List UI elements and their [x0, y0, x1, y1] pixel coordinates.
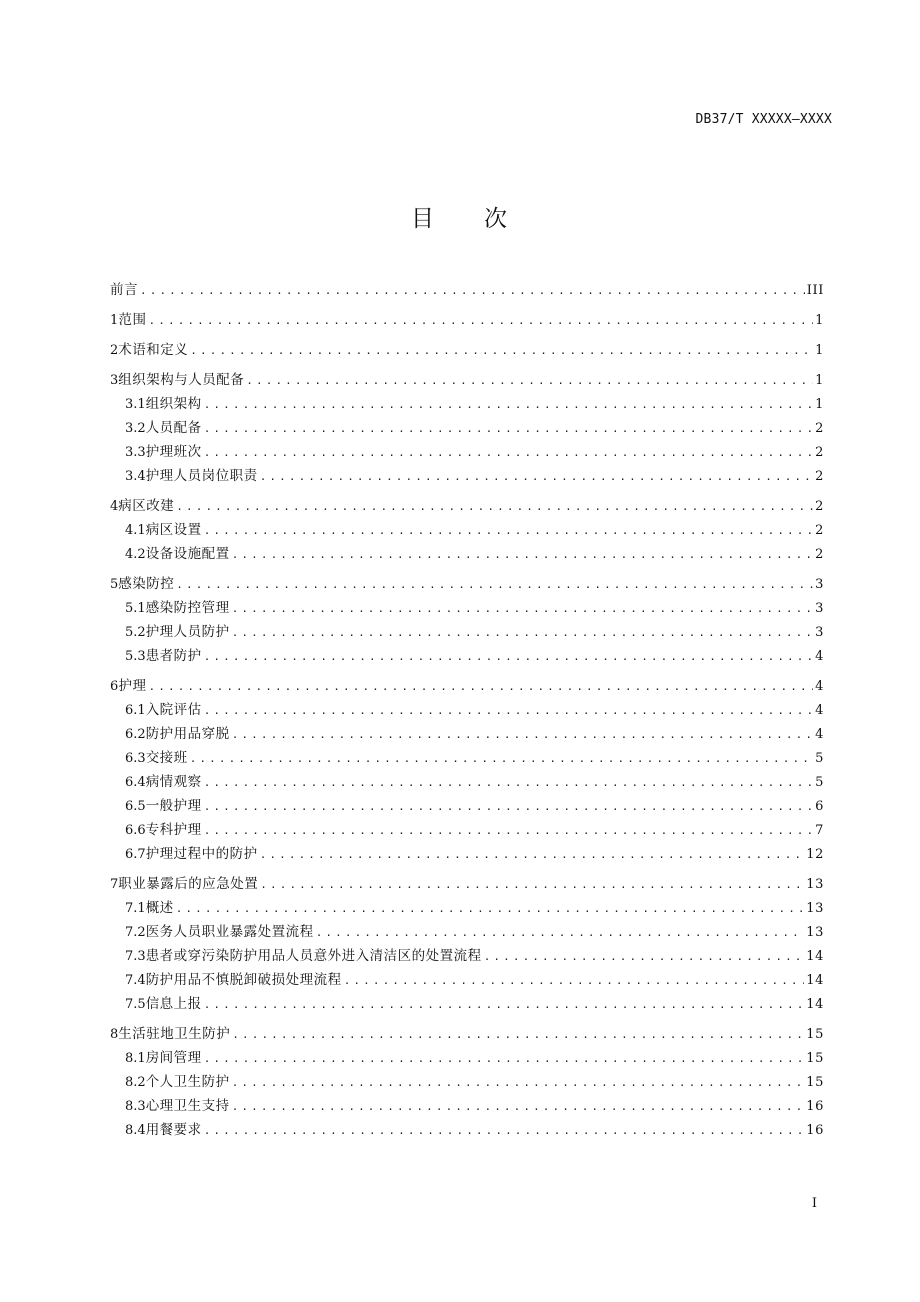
toc-leader-dots [260, 873, 804, 897]
toc-leader-dots [260, 843, 805, 867]
toc-entry-page: 14 [806, 973, 824, 988]
toc-entry-page: 12 [806, 847, 824, 862]
toc-entry-number: 3.2 [125, 421, 146, 436]
toc-entry[interactable] [110, 644, 824, 668]
toc-entry-page: 2 [815, 499, 824, 514]
toc-entry-label: 交接班 [145, 750, 188, 766]
toc-entry[interactable] [110, 1046, 824, 1070]
toc-entry[interactable] [110, 278, 824, 302]
toc-leader-dots [232, 621, 813, 645]
toc-entry-number: 7.4 [125, 973, 146, 988]
toc-entry[interactable] [110, 674, 824, 698]
toc-entry-page: 5 [815, 775, 824, 790]
toc-entry-page: 15 [806, 1075, 824, 1090]
toc-leader-dots [149, 675, 814, 699]
toc-entry[interactable] [110, 620, 824, 644]
toc-leader-dots [176, 495, 813, 519]
toc-entry[interactable] [110, 722, 824, 746]
toc-entry-label: 医务人员职业暴露处置流程 [145, 924, 314, 940]
toc-entry[interactable] [110, 872, 824, 896]
toc-entry-number: 5.3 [125, 649, 146, 664]
toc-entry-number: 8.4 [125, 1123, 146, 1138]
toc-entry-number: 4.2 [125, 547, 146, 562]
toc-leader-dots [204, 993, 805, 1017]
toc-leader-dots [190, 339, 813, 363]
toc-entry-page: 3 [815, 601, 824, 616]
toc-entry-label: 护理 [118, 678, 147, 694]
toc-entry-label: 感染防控 [118, 576, 175, 592]
toc-entry[interactable] [110, 1022, 824, 1046]
toc-entry-number: 6.6 [125, 823, 146, 838]
toc-entry-page: 14 [806, 997, 824, 1012]
toc-entry-number: 7.1 [125, 901, 146, 916]
toc-entry-number: 7.5 [125, 997, 146, 1012]
toc-entry-number: 5 [110, 577, 119, 592]
footer-page-number: I [811, 1196, 817, 1211]
toc-entry-number: 6.3 [125, 751, 146, 766]
toc-entry-page: 4 [815, 703, 824, 718]
toc-entry-label: 护理班次 [145, 444, 202, 460]
toc-leader-dots [204, 393, 813, 417]
toc-entry-number: 6 [110, 679, 119, 694]
toc-entry[interactable] [110, 464, 824, 488]
toc-leader-dots [232, 1023, 804, 1047]
toc-entry-number: 6.1 [125, 703, 146, 718]
toc-entry-label: 防护用品穿脱 [145, 726, 230, 742]
toc-leader-dots [232, 543, 813, 567]
toc-entry-label: 一般护理 [145, 798, 202, 814]
toc-leader-dots [246, 369, 813, 393]
toc-entry-label: 护理人员防护 [145, 624, 230, 640]
toc-entry-number: 8 [110, 1027, 119, 1042]
toc-entry-number: 6.5 [125, 799, 146, 814]
toc-entry-number: 6.4 [125, 775, 146, 790]
toc-entry-label: 组织架构与人员配备 [118, 372, 245, 388]
toc-entry-label: 患者防护 [145, 648, 202, 664]
toc-entry-page: 5 [815, 751, 824, 766]
toc-entry-label: 人员配备 [145, 420, 202, 436]
toc-entry[interactable] [110, 572, 824, 596]
toc-entry[interactable] [110, 746, 824, 770]
toc-entry-label: 护理过程中的防护 [145, 846, 258, 862]
toc-entry-number: 7.2 [125, 925, 146, 940]
toc-entry-page: 2 [815, 469, 824, 484]
toc-entry-number: 4.1 [125, 523, 146, 538]
toc-leader-dots [204, 645, 813, 669]
toc-entry[interactable] [110, 368, 824, 392]
toc-leader-dots [204, 819, 813, 843]
toc-entry-label: 职业暴露后的应急处置 [118, 876, 259, 892]
toc-entry-page: 2 [815, 547, 824, 562]
toc-entry-page: 15 [806, 1051, 824, 1066]
toc-entry-label: 用餐要求 [145, 1122, 202, 1138]
toc-entry-number: 4 [110, 499, 119, 514]
document-code: DB37/T XXXXX—XXXX [695, 112, 832, 127]
toc-leader-dots [344, 969, 805, 993]
toc-entry[interactable] [110, 416, 824, 440]
toc-leader-dots [204, 441, 813, 465]
toc-entry-page: 15 [806, 1027, 824, 1042]
toc-leader-dots [204, 1119, 805, 1143]
toc-entry[interactable] [110, 392, 824, 416]
toc-entry-label: 概述 [145, 900, 174, 916]
toc-entry-label: 心理卫生支持 [145, 1098, 230, 1114]
toc-entry[interactable] [110, 1118, 824, 1142]
toc-entry-label: 病区设置 [145, 522, 202, 538]
toc-entry-number: 6.7 [125, 847, 146, 862]
toc-entry-page: 4 [815, 727, 824, 742]
toc-entry-label: 患者或穿污染防护用品人员意外进入清洁区的处置流程 [145, 948, 482, 964]
toc-leader-dots [260, 465, 813, 489]
toc-leader-dots [204, 1047, 805, 1071]
toc-entry-number: 5.2 [125, 625, 146, 640]
toc-leader-dots [204, 417, 813, 441]
toc-entry-label: 生活驻地卫生防护 [118, 1026, 231, 1042]
toc-entry[interactable] [110, 518, 824, 542]
toc-entry-number: 2 [110, 343, 119, 358]
toc-entry[interactable] [110, 308, 824, 332]
toc-entry-page: 14 [806, 949, 824, 964]
toc-entry-page: III [806, 283, 824, 298]
toc-entry-page: 3 [815, 577, 824, 592]
toc-entry-page: 2 [815, 523, 824, 538]
toc-entry-label: 病区改建 [118, 498, 175, 514]
toc-entry[interactable] [110, 920, 824, 944]
toc-leader-dots [484, 945, 805, 969]
toc-entry-page: 13 [806, 925, 824, 940]
toc-leader-dots [204, 771, 813, 795]
toc-entry-number: 5.1 [125, 601, 146, 616]
toc-leader-dots [176, 573, 813, 597]
toc-leader-dots [232, 597, 813, 621]
toc-entry-page: 13 [806, 901, 824, 916]
toc-entry-number: 3 [110, 373, 119, 388]
toc-entry-label: 房间管理 [145, 1050, 202, 1066]
toc-entry-page: 16 [806, 1099, 824, 1114]
toc-leader-dots [204, 519, 813, 543]
toc-leader-dots [232, 1095, 805, 1119]
toc-entry-label: 设备设施配置 [145, 546, 230, 562]
toc-entry-label: 护理人员岗位职责 [145, 468, 258, 484]
toc-entry-number: 6.2 [125, 727, 146, 742]
toc-entry-number: 7.3 [125, 949, 146, 964]
toc-entry-label: 病情观察 [145, 774, 202, 790]
toc-title [0, 200, 920, 233]
toc-entry-page: 1 [815, 343, 824, 358]
toc-entry[interactable] [110, 542, 824, 566]
toc-entry-label: 防护用品不慎脱卸破损处理流程 [145, 972, 342, 988]
toc-entry[interactable] [110, 1070, 824, 1094]
toc-entry[interactable] [110, 842, 824, 866]
toc-entry[interactable] [110, 1094, 824, 1118]
toc-entry-label: 前言 [110, 282, 138, 298]
toc-entry-page: 1 [815, 313, 824, 328]
toc-entry-number: 8.2 [125, 1075, 146, 1090]
toc-entry-page: 6 [815, 799, 824, 814]
toc-entry-page: 4 [815, 649, 824, 664]
toc-entry[interactable] [110, 992, 824, 1016]
toc-entry-page: 7 [815, 823, 824, 838]
table-of-contents [110, 278, 824, 1142]
toc-leader-dots [149, 309, 814, 333]
toc-entry-number: 1 [110, 313, 119, 328]
toc-entry-label: 范围 [118, 312, 147, 328]
toc-entry[interactable] [110, 770, 824, 794]
toc-entry-label: 专科护理 [145, 822, 202, 838]
toc-entry-label: 术语和定义 [118, 342, 189, 358]
toc-entry-page: 16 [806, 1123, 824, 1138]
toc-leader-dots [176, 897, 805, 921]
toc-entry-label: 个人卫生防护 [145, 1074, 230, 1090]
toc-entry-page: 2 [815, 445, 824, 460]
toc-leader-dots [204, 699, 813, 723]
toc-entry[interactable] [110, 596, 824, 620]
toc-entry[interactable] [110, 494, 824, 518]
toc-entry-page: 1 [815, 397, 824, 412]
toc-entry-page: 3 [815, 625, 824, 640]
toc-entry-label: 信息上报 [145, 996, 202, 1012]
toc-leader-dots [204, 795, 813, 819]
toc-entry-page: 4 [815, 679, 824, 694]
toc-entry-number: 3.1 [125, 397, 146, 412]
toc-entry-label: 感染防控管理 [145, 600, 230, 616]
toc-entry-page: 13 [806, 877, 824, 892]
toc-title-char-2: 次 [484, 206, 509, 232]
toc-entry[interactable] [110, 698, 824, 722]
toc-entry-page: 1 [815, 373, 824, 388]
toc-entry-number: 3.4 [125, 469, 146, 484]
toc-entry-number: 7 [110, 877, 119, 892]
toc-entry-page: 2 [815, 421, 824, 436]
toc-entry[interactable] [110, 818, 824, 842]
toc-entry[interactable] [110, 794, 824, 818]
toc-entry-number: 3.3 [125, 445, 146, 460]
toc-entry-number: 8.1 [125, 1051, 146, 1066]
toc-entry[interactable] [110, 896, 824, 920]
toc-leader-dots [316, 921, 805, 945]
toc-leader-dots [140, 279, 805, 303]
toc-title-char-1: 目 [411, 206, 436, 232]
toc-entry[interactable] [110, 440, 824, 464]
toc-entry[interactable] [110, 338, 824, 362]
toc-leader-dots [232, 723, 813, 747]
toc-leader-dots [232, 1071, 805, 1095]
toc-entry-label: 入院评估 [145, 702, 202, 718]
toc-entry[interactable] [110, 944, 824, 968]
toc-leader-dots [190, 747, 813, 771]
toc-entry-label: 组织架构 [145, 396, 202, 412]
toc-entry-number: 8.3 [125, 1099, 146, 1114]
toc-entry[interactable] [110, 968, 824, 992]
